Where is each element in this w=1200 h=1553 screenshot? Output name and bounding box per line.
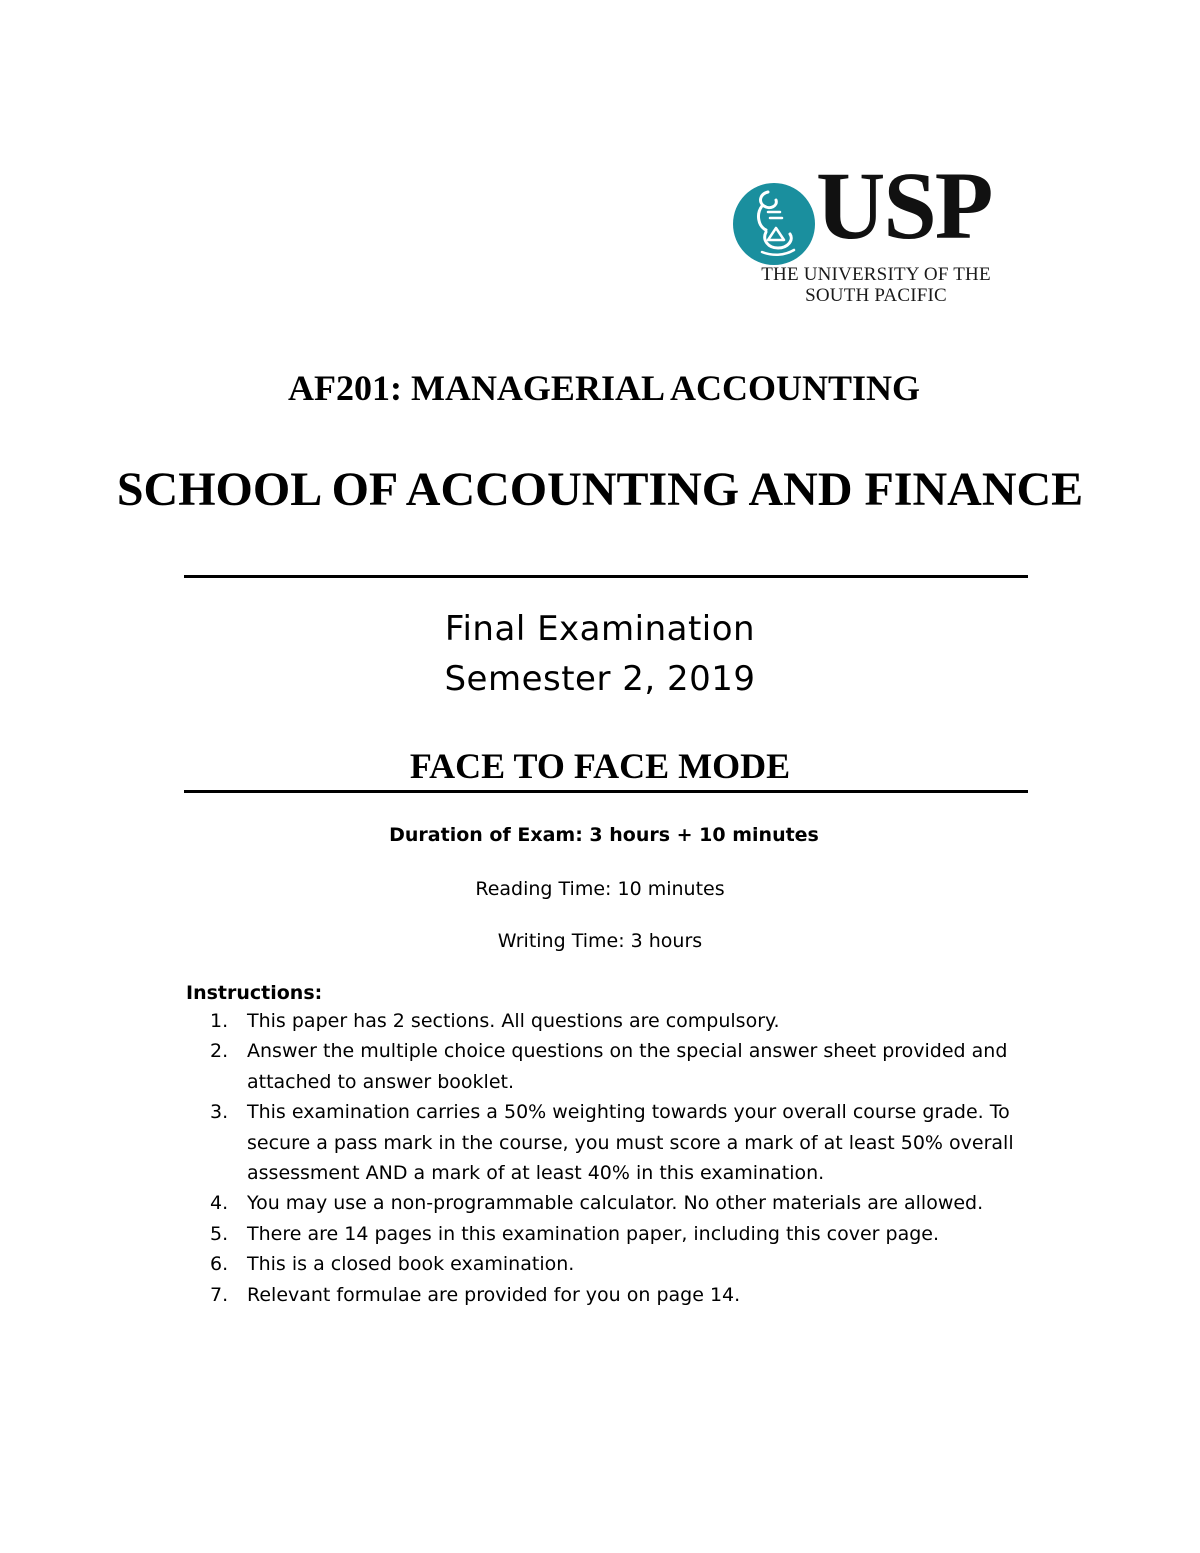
divider-rule xyxy=(184,575,1028,578)
logo-wordmark: USP xyxy=(816,152,992,259)
instruction-item xyxy=(186,1036,1016,1097)
course-title: AF201: MANAGERIAL ACCOUNTING xyxy=(287,368,921,408)
instruction-text: There are 14 pages in this examination paper, including this cover page. xyxy=(247,1222,940,1245)
usp-emblem-icon xyxy=(732,182,816,266)
instruction-number: 7. xyxy=(210,1283,229,1306)
instruction-number: 4. xyxy=(210,1192,229,1215)
instruction-item xyxy=(186,1249,1016,1279)
instruction-text: Relevant formulae are provided for you on page 14. xyxy=(247,1283,741,1306)
exam-duration: Duration of Exam: 3 hours + 10 minutes xyxy=(389,824,819,846)
instruction-item xyxy=(186,1219,1016,1249)
instruction-item xyxy=(186,1188,1016,1218)
school-title: SCHOOL OF ACCOUNTING AND FINANCE xyxy=(116,463,1084,516)
divider-rule xyxy=(184,790,1028,793)
logo-subtitle-line-2: SOUTH PACIFIC xyxy=(805,285,947,306)
exam-type: Final Examination xyxy=(444,609,756,649)
instruction-item xyxy=(186,1097,1016,1188)
exam-semester: Semester 2, 2019 xyxy=(444,659,756,699)
instructions-heading: Instructions: xyxy=(186,982,323,1004)
instruction-text: You may use a non-programmable calculator. No other materials are allowed. xyxy=(247,1192,984,1215)
instruction-number: 5. xyxy=(210,1222,229,1245)
instruction-text: This is a closed book examination. xyxy=(247,1253,575,1276)
instruction-text: Answer the multiple choice questions on the special answer sheet provided and attached to answer booklet. xyxy=(247,1040,1008,1093)
logo-subtitle-line-1: THE UNIVERSITY OF THE xyxy=(761,264,991,285)
exam-details xyxy=(0,604,1200,704)
logo-subtitle xyxy=(736,264,1016,306)
instruction-number: 2. xyxy=(210,1040,229,1063)
instruction-number: 3. xyxy=(210,1101,229,1124)
reading-time: Reading Time: 10 minutes xyxy=(475,878,725,900)
instructions-list xyxy=(186,1006,1016,1310)
instructions-section xyxy=(186,980,1016,1310)
exam-mode: FACE TO FACE MODE xyxy=(409,746,791,786)
instruction-text: This paper has 2 sections. All questions are compulsory. xyxy=(247,1010,780,1032)
writing-time: Writing Time: 3 hours xyxy=(497,930,703,952)
instruction-number: 1. xyxy=(210,1010,229,1032)
instruction-text: This examination carries a 50% weighting towards your overall course grade. To secure a pass mark in the course, you must score a mark of at least 50% overall assessment AND a mark of at least 40% in this examination. xyxy=(247,1101,1014,1185)
instruction-number: 6. xyxy=(210,1253,229,1276)
instruction-item xyxy=(186,1006,1016,1036)
usp-logo xyxy=(728,152,1018,310)
instruction-item xyxy=(186,1280,1016,1310)
